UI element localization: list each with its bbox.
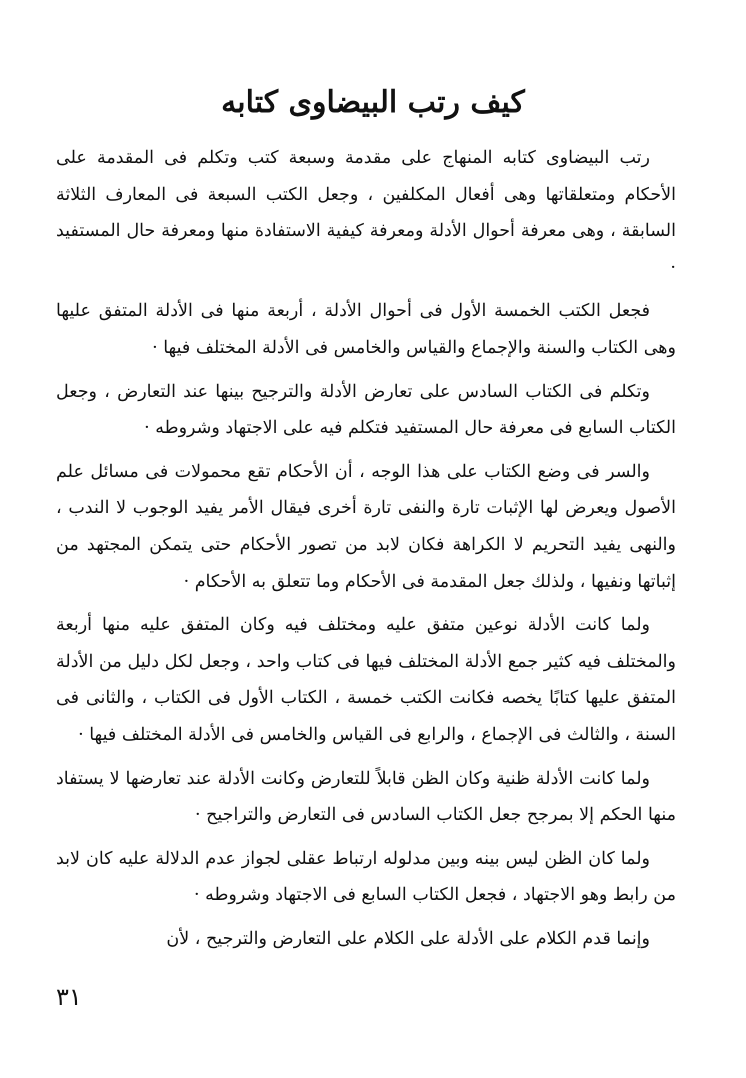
paragraph-8: وإنما قدم الكلام على الأدلة على الكلام على التعارض والترجيح ، لأن [166, 928, 650, 949]
paragraph-6: ولما كانت الأدلة ظنية وكان الظن قابلاً للتعارض وكانت الأدلة عند تعارضها لا يستفاد منها الحكم إلا بمرجح جعل الكتاب السادس فى التعارض والتراجيح · [56, 768, 676, 826]
paragraph-2: فجعل الكتب الخمسة الأول فى أحوال الأدلة ، أربعة منها فى الأدلة المتفق عليها وهى الكتاب والسنة والإجماع والقياس والخامس فى الأدلة المختلف فيها · [56, 301, 676, 358]
paragraph-4: والسر فى وضع الكتاب على هذا الوجه ، أن الأحكام تقع محمولات فى مسائل علم الأصول ويعرض لها الإثبات تارة والنفى تارة أخرى فيقال الأمر يفيد الوجوب لا الندب ، والنهى يفيد التحريم لا الكراهة فكان لابد من تصور الأحكام حتى يتمكن المجتهد من إثباتها ونفيها ، ولذلك جعل المقدمة فى الأحكام وما تتعلق به الأحكام · [56, 461, 676, 592]
page-number: ٣١ [56, 983, 82, 1011]
paragraph-3: وتكلم فى الكتاب السادس على تعارض الأدلة والترجيح بينها عند التعارض ، وجعل الكتاب السابع فى معرفة حال المستفيد فتكلم فيه على الاجتهاد وشروطه · [56, 381, 676, 439]
body-text [56, 140, 676, 964]
paragraph-7: ولما كان الظن ليس بينه وبين مدلوله ارتباط عقلى لجواز عدم الدلالة عليه كان لابد من رابط وهو الاجتهاد ، فجعل الكتاب السابع فى الاجتهاد وشروطه · [56, 848, 676, 906]
chapter-title: كيف رتب البيضاوى كتابه [221, 85, 525, 120]
paragraph-1: رتب البيضاوى كتابه المنهاج على مقدمة وسبعة كتب وتكلم فى المقدمة على الأحكام ومتعلقاتها وهى أفعال المكلفين ، وجعل الكتب السبعة فى المعارف الثلاثة السابقة ، وهى معرفة أحوال الأدلة ومعرفة كيفية الاستفادة منها ومعرفة حال المستفيد · [56, 148, 676, 278]
paragraph-5: ولما كانت الأدلة نوعين متفق عليه ومختلف فيه وكان المتفق عليه منها أربعة والمختلف فيه كثير جمع الأدلة المختلف فيها فى كتاب واحد ، وجعل لكل دليل من الأدلة المتفق عليها كتابًا يخصه فكانت الكتب خمسة ، الكتاب الأول فى الكتاب ، والثانى فى السنة ، والثالث فى الإجماع ، والرابع فى القياس والخامس فى الأدلة المختلف فيها · [56, 615, 676, 745]
